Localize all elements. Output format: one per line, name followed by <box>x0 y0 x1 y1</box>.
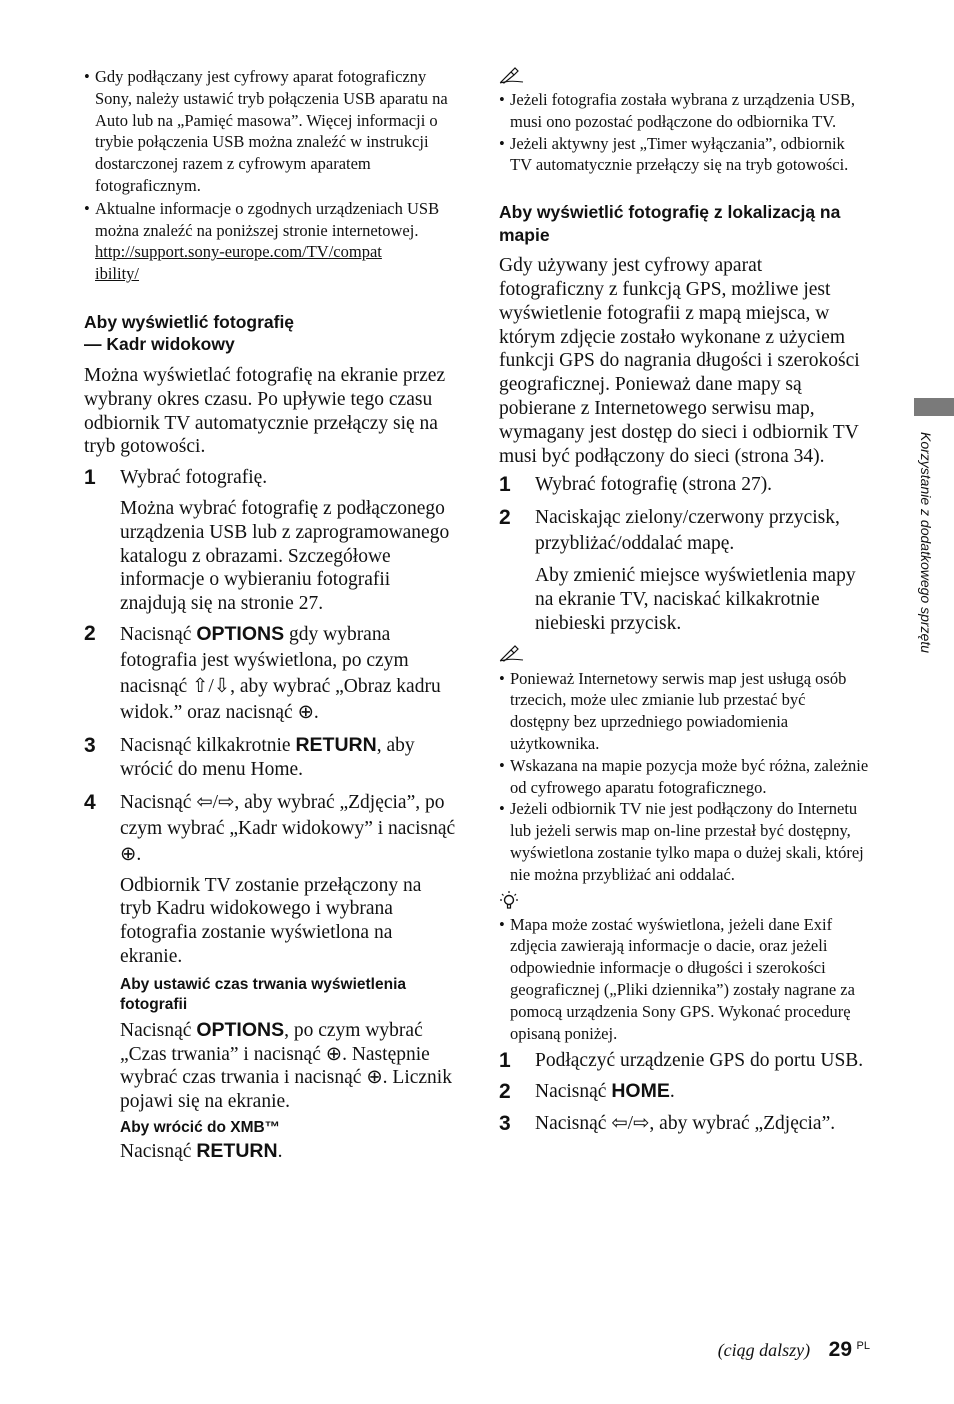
page-footer <box>718 1338 870 1362</box>
list-item: • Jeżeli fotografia została wybrana z urządzenia USB, musi ono pozostać podłączone do odbiornika TV. <box>499 89 869 133</box>
right-column <box>499 66 869 1136</box>
list-item: • Jeżeli aktywny jest „Timer wyłączania”, odbiornik TV automatycznie przełączy się na tryb gotowości. <box>499 133 869 177</box>
step-text: Naciskając zielony/czerwony przycisk, przybliżać/oddalać mapę. <box>535 507 840 555</box>
step-text: Podłączyć urządzenie GPS do portu USB. <box>535 1050 864 1072</box>
return-key: RETURN <box>196 1139 278 1162</box>
pencil-note-icon <box>499 66 869 88</box>
sub-text <box>120 1019 456 1114</box>
support-link[interactable]: http://support.sony-europe.com/TV/compatibility/ <box>95 242 382 284</box>
step-text: Nacisnąć ⇦/⇨, aby wybrać „Zdjęcia”. <box>535 1113 836 1135</box>
section-title: Korzystanie z dodatkowego sprzętu <box>918 432 934 654</box>
step-text: Wybrać fotografię. <box>120 467 268 489</box>
step-number: 1 <box>84 466 96 490</box>
step-detail: Można wybrać fotografię z podłączonego urządzenia USB lub z zaprogramowanego katalogu z obrazami. Szczegółowe informacje o wybieraniu fotografii znajdują się na stronie 27. <box>120 497 450 615</box>
step-number: 2 <box>499 506 511 530</box>
gps-step-1 <box>499 1048 869 1074</box>
step-2 <box>499 505 869 557</box>
left-column <box>84 66 456 1164</box>
section-subheading: — Kadr widokowy <box>84 334 235 355</box>
list-item: • Wskazana na mapie pozycja może być różna, zależnie od cyfrowego aparatu fotograficznego. <box>499 755 869 799</box>
step-number: 2 <box>84 621 96 645</box>
subheading: Aby wrócić do XMB™ <box>120 1118 281 1136</box>
step-detail: Odbiornik TV zostanie przełączony na tryb Kadru widokowego i wybrana fotografia zostanie wyświetlona na ekranie. <box>120 874 422 967</box>
options-key: OPTIONS <box>196 622 285 645</box>
sub-text-part: Nacisnąć <box>120 1019 197 1041</box>
step-text: Nacisnąć ⇦/⇨, aby wybrać „Zdjęcia”, po czym wybrać „Kadr widokowy” i nacisnąć ⊕. <box>120 791 456 865</box>
gps-step-2 <box>499 1080 869 1104</box>
continued-label: (ciąg dalszy) <box>717 1340 811 1360</box>
home-key: HOME <box>611 1080 670 1103</box>
step-1 <box>499 473 869 497</box>
step-4 <box>84 790 456 868</box>
list-item: • Gdy podłączany jest cyfrowy aparat fotograficzny Sony, należy ustawić tryb połączenia USB aparatu na Auto lub na „Pamięć masowa”. Więcej informacji o trybie połączenia USB można znaleźć w instrukcji dostarczonej razem z cyfrowym aparatem fotograficznym. <box>84 66 456 197</box>
lightbulb-tip-icon <box>499 890 869 914</box>
intro-text: Gdy używany jest cyfrowy aparat fotograficzny z funkcją GPS, możliwe jest wyświetlenie fotografii z mapą miejsca, w którym zdjęcie zostało wykonane z użyciem funkcji GPS do nagrania długości i szerokości geograficznej. Ponieważ dane mapy są pobierane z Internetowego serwisu map, wymagany jest dostęp do sieci i odbiornik TV musi być podłączony do sieci (strona 34). <box>499 255 860 467</box>
step-text: Nacisnąć <box>535 1081 612 1103</box>
list-item <box>84 198 456 285</box>
step-1 <box>84 466 456 490</box>
step-number: 3 <box>84 733 96 757</box>
step-number: 2 <box>499 1080 511 1104</box>
section-heading: Aby wyświetlić fotografię <box>84 311 295 332</box>
pencil-note-icon <box>499 644 869 666</box>
section-heading: Aby wyświetlić fotografię z lokalizacją na mapie <box>499 202 841 245</box>
step-2 <box>84 621 456 726</box>
return-key: RETURN <box>295 733 377 756</box>
subheading: Aby ustawić czas trwania wyświetlenia fotografii <box>120 975 407 1013</box>
section-tab-marker <box>914 398 954 416</box>
sub-text <box>120 1140 456 1164</box>
step-3 <box>84 734 456 782</box>
step-text: Nacisnąć <box>120 623 197 645</box>
list-item: • Ponieważ Internetowy serwis map jest usługą osób trzecich, może ulec zmianie lub przestać być dostępny bez uprzedniego powiadomienia użytkownika. <box>499 668 869 755</box>
sub-text-part: , po czym wybrać „Czas trwania” i nacisnąć ⊕. Następnie wybrać czas trwania i nacisnąć ⊕. Licznik pojawi się na ekranie. <box>120 1019 452 1113</box>
list-item: • Mapa może zostać wyświetlona, jeżeli dane Exif zdjęcia zawierają informacje o dacie, oraz jeżeli odpowiednie informacje o długości i szerokości geograficznej („Pliki dziennika”) zostały nagrane za pomocą urządzenia Sony GPS. Wykonać procedurę opisaną poniżej. <box>499 914 869 1045</box>
step-number: 1 <box>499 1049 511 1073</box>
sub-text-part: Nacisnąć <box>120 1140 197 1162</box>
options-key: OPTIONS <box>196 1018 285 1041</box>
language-code: PL <box>856 1340 870 1352</box>
step-text: , aby wrócić do menu Home. <box>120 734 415 780</box>
step-text: Nacisnąć kilkakrotnie <box>120 734 296 756</box>
step-text: Wybrać fotografię (strona 27). <box>535 474 773 496</box>
intro-text: Można wyświetlać fotografię na ekranie przez wybrany okres czasu. Po upływie tego czasu odbiornik TV automatycznie przełączy się na tryb gotowości. <box>84 364 446 458</box>
sub-text-part: . <box>277 1140 283 1162</box>
step-detail: Aby zmienić miejsce wyświetlenia mapy na ekranie TV, naciskać kilkakrotnie niebieski przycisk. <box>535 565 856 634</box>
bullet-text: Aktualne informacje o zgodnych urządzeniach USB można znaleźć na poniższej stronie internetowej. <box>95 198 440 240</box>
step-number: 1 <box>499 473 511 497</box>
list-item: • Jeżeli odbiornik TV nie jest podłączony do Internetu lub jeżeli serwis map on-line przestał być dostępny, wyświetlona zostanie tylko mapa o dużej skali, której nie można przybliżać ani oddalać. <box>499 798 869 885</box>
step-number: 3 <box>499 1112 511 1136</box>
section-tab-label <box>914 432 934 742</box>
gps-step-3 <box>499 1112 869 1136</box>
step-number: 4 <box>84 790 96 814</box>
page-number: 29 <box>828 1338 853 1361</box>
step-text: . <box>669 1081 675 1103</box>
step-text: gdy wybrana fotografia jest wyświetlona, po czym nacisnąć ⇧/⇩, aby wybrać „Obraz kadru widok.” oraz nacisnąć ⊕. <box>120 623 441 723</box>
